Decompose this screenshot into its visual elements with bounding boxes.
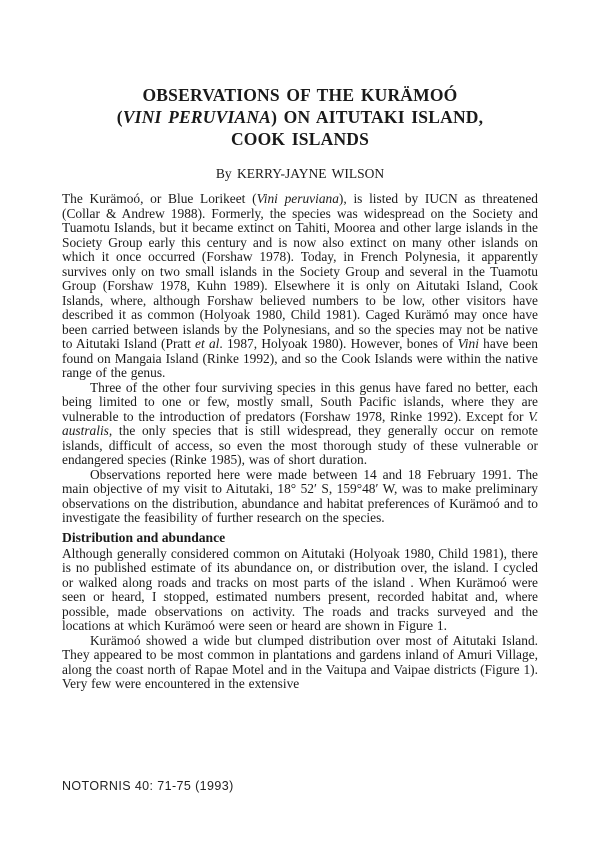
- text-segment: Vini: [457, 336, 479, 351]
- text-segment: Vini peruviana: [256, 191, 339, 206]
- article-title: [62, 84, 538, 150]
- paragraph: [62, 547, 538, 634]
- paragraph: [62, 634, 538, 692]
- text-segment: ), is listed by IUCN as threatened (Collar & Andrew 1988). Formerly, the species was widespread on the Society and Tuamotu Islands, but it became extinct on Tahiti, Moorea and other large islands in the Society Group early this century and is now also extinct on many other islands on which it once occurred (Forshaw 1978). Today, in French Polynesia, it apparently survives only on two small islands in the Society Group and several in the Tuamotu Group (Forshaw 1978, Kuhn 1989). Elsewhere it is only on Aitutaki Island, Cook Islands, where, although Forshaw believed numbers to be low, other visitors have described it as common (Holyoak 1980, Child 1981). Caged Kurämó may once have been carried between islands by the Polynesians, and so the species may not be native to Aitutaki Island (Pratt: [62, 191, 538, 351]
- title-line-1: OBSERVATIONS OF THE KURÄMOÓ: [142, 85, 458, 105]
- text-segment: Kurämoó showed a wide but clumped distribution over most of Aitutaki Island. They appeared to be most common in plantations and gardens inland of Amuri Village, along the coast north of Rapae Motel and in the Vaitupa and Vaipae districts (Figure 1). Very few were encountered in the extensive: [62, 632, 538, 691]
- text-segment: Three of the other four surviving species in this genus have fared no better, each being limited to one or few, mostly small, South Pacific islands, where they are vulnerable to the introduction of predators (Forshaw 1978, Rinke 1992). Except for: [62, 379, 538, 424]
- paragraph: [62, 192, 538, 381]
- byline: By KERRY-JAYNE WILSON: [215, 166, 385, 181]
- text-segment: et al: [195, 336, 220, 351]
- title-line-3: COOK ISLANDS: [230, 129, 370, 149]
- article-header: [62, 84, 538, 181]
- article-body: [62, 192, 538, 692]
- title-line-2-rest: ) ON AITUTAKI ISLAND,: [271, 107, 484, 127]
- text-segment: V. australis: [62, 408, 538, 438]
- title-line-2: [62, 106, 538, 128]
- title-line-2-open-paren: (: [116, 107, 123, 127]
- paragraph: [62, 468, 538, 526]
- text-segment: The Kurämoó, or Blue Lorikeet (: [62, 191, 257, 206]
- text-segment: Although generally considered common on Aitutaki (Holyoak 1980, Child 1981), there is no published estimate of its abundance on, or distribution over, the island. I cycled or walked along roads and tracks on most parts of the island . When Kurämoó were seen or heard, I stopped, estimated numbers present, recorded habitat and, where possible, made observations on activity. The roads and tracks surveyed and the locations at which Kurämoó were seen or heard are shown in Figure 1.: [62, 545, 538, 633]
- title-species-name: VINI PERUVIANA: [122, 107, 272, 127]
- text-segment: , the only species that is still widespread, they generally occur on remote islands, difficult of access, so even the most thorough study of these vulnerable or endangered species (Rinke 1985), was of short duration.: [62, 423, 538, 467]
- paragraph: [62, 381, 538, 468]
- text-segment: . 1987, Holyoak 1980). However, bones of: [219, 336, 458, 351]
- text-segment: Observations reported here were made between 14 and 18 February 1991. The main objective of my visit to Aitutaki, 18° 52′ S, 159°48′ W, was to make preliminary observations on the distribution, abundance and habitat preferences of Kurämoó and to investigate the feasibility of further research on the species.: [62, 466, 538, 525]
- journal-footer: NOTORNIS 40: 71-75 (1993): [62, 779, 234, 793]
- section-heading: Distribution and abundance: [62, 529, 226, 545]
- text-segment: have been found on Mangaia Island (Rinke 1992), and so the Cook Islands were within the native range of the genus.: [62, 336, 538, 380]
